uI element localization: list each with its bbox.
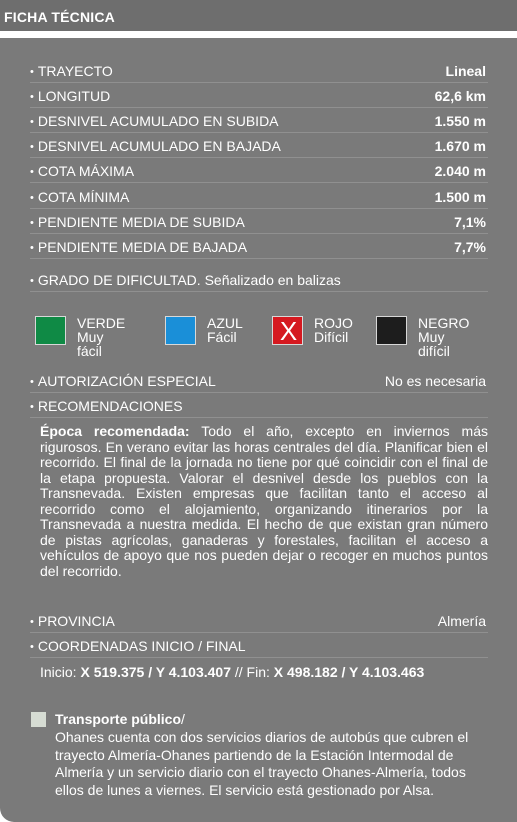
page-title: FICHA TÉCNICA	[4, 9, 115, 25]
spec-value: 1.670 m	[434, 138, 486, 154]
authorization-row	[30, 368, 488, 393]
bullet-icon: •	[30, 116, 34, 128]
spec-label: DESNIVEL ACUMULADO EN SUBIDA	[37, 113, 279, 129]
spec-row-longitud	[30, 83, 488, 108]
coordinates-label: COORDENADAS INICIO / FINAL	[37, 638, 246, 654]
transport-text: Ohanes cuenta con dos servicios diarios de autobús que cubren el trayecto Almería-Ohanes partiendo de la Estación Intermodal de Almería y un servicio diario con el trayecto Ohanes-Almería, todos ellos de lunes a viernes. El servicio está gestionado por Alsa.	[55, 729, 469, 798]
spec-value: 7,1%	[454, 214, 486, 230]
spec-value: Lineal	[445, 63, 486, 79]
x-mark-icon: X	[279, 316, 298, 346]
bullet-icon: •	[30, 192, 34, 204]
province-row	[30, 608, 488, 633]
bullet-icon: •	[30, 376, 34, 388]
difficulty-name: NEGRO	[418, 315, 470, 331]
green-swatch	[35, 316, 66, 345]
difficulty-desc: Fácil	[207, 329, 237, 345]
bullet-icon: •	[30, 66, 34, 78]
spec-row-pendiente-subida	[30, 209, 488, 234]
spec-value: 7,7%	[454, 239, 486, 255]
spec-row-trayecto	[30, 58, 488, 83]
transport-title: Transporte público/	[55, 711, 185, 727]
difficulty-row	[30, 267, 488, 292]
spec-label: LONGITUD	[37, 88, 111, 104]
bullet-icon: •	[30, 141, 34, 153]
recommendations-row	[30, 393, 488, 418]
spec-row-cota-maxima	[30, 158, 488, 183]
spec-row-desnivel-subida	[30, 108, 488, 133]
spec-value: 2.040 m	[434, 163, 486, 179]
bullet-icon: •	[30, 616, 34, 628]
spec-value: 62,6 km	[434, 88, 486, 104]
spec-label: PENDIENTE MEDIA DE SUBIDA	[37, 214, 245, 230]
difficulty-desc: Muy fácil	[77, 329, 104, 359]
difficulty-name: ROJO	[314, 315, 353, 331]
recommendations-body: Planificar bien el recorrido. El final de la jornada no tiene por qué coincidir con el final de la etapa propuesta. Valorar el desnivel desde los pueblos con la Transnevada. Existen empresas que facilitan tanto el acceso al recorrido como el alojamiento, organizando itinerarios por la Transnevada a nuestra medida. El hecho de que existan gran número de pistas agrícolas, ganaderas y forestales, facilitan el acceso a vehículos de apoyo que nos pueden dejar o recoger en muchos puntos del recorrido.	[40, 438, 488, 579]
difficulty-desc: Difícil	[314, 329, 349, 345]
bullet-icon: •	[30, 217, 34, 229]
spec-label: COTA MÁXIMA	[37, 163, 135, 179]
red-swatch	[272, 316, 303, 345]
spec-value: 1.550 m	[434, 113, 486, 129]
bullet-icon: •	[30, 166, 34, 178]
header-bar	[0, 0, 517, 33]
province-label: PROVINCIA	[37, 613, 115, 629]
spec-label: DESNIVEL ACUMULADO EN BAJADA	[37, 138, 281, 154]
blue-swatch	[165, 316, 196, 345]
season-text: Todo el año, excepto en inviernos más rigurosos. En verano evitar las horas centrales del día.	[40, 423, 488, 455]
spec-row-pendiente-bajada	[30, 234, 488, 259]
difficulty-label: GRADO DE DIFICULTAD. Señalizado en balizas	[37, 272, 341, 288]
spec-row-desnivel-bajada	[30, 133, 488, 158]
coord-end-value: X 498.182 / Y 4.103.463	[273, 664, 425, 680]
difficulty-name: VERDE	[77, 315, 126, 331]
spec-label: COTA MÍNIMA	[37, 189, 130, 205]
bullet-icon: •	[30, 641, 34, 653]
coord-start-label: Inicio:	[40, 664, 81, 680]
coordinates-row	[30, 633, 488, 658]
difficulty-name: AZUL	[207, 315, 243, 331]
authorization-value: No es necesaria	[384, 373, 486, 389]
recommendations-text	[40, 424, 488, 579]
recommendations-label: RECOMENDACIONES	[37, 398, 183, 414]
coord-separator: // Fin:	[230, 664, 274, 680]
spec-label: TRAYECTO	[37, 63, 113, 79]
spec-row-cota-minima	[30, 184, 488, 209]
spec-label: PENDIENTE MEDIA DE BAJADA	[37, 239, 248, 255]
bullet-icon: •	[30, 91, 34, 103]
black-swatch	[376, 316, 407, 345]
season-title: Época recomendada:	[40, 423, 190, 439]
coord-start-value: X 519.375 / Y 4.103.407	[80, 664, 231, 680]
province-value: Almería	[437, 613, 486, 629]
bullet-icon: •	[30, 401, 34, 413]
authorization-label: AUTORIZACIÓN ESPECIAL	[37, 373, 216, 389]
bullet-icon: •	[30, 275, 34, 287]
spec-value: 1.500 m	[434, 189, 486, 205]
coordinates-values	[40, 662, 424, 682]
difficulty-desc: Muy difícil	[418, 329, 450, 359]
bullet-icon: •	[30, 242, 34, 254]
transport-square-icon	[31, 712, 46, 727]
